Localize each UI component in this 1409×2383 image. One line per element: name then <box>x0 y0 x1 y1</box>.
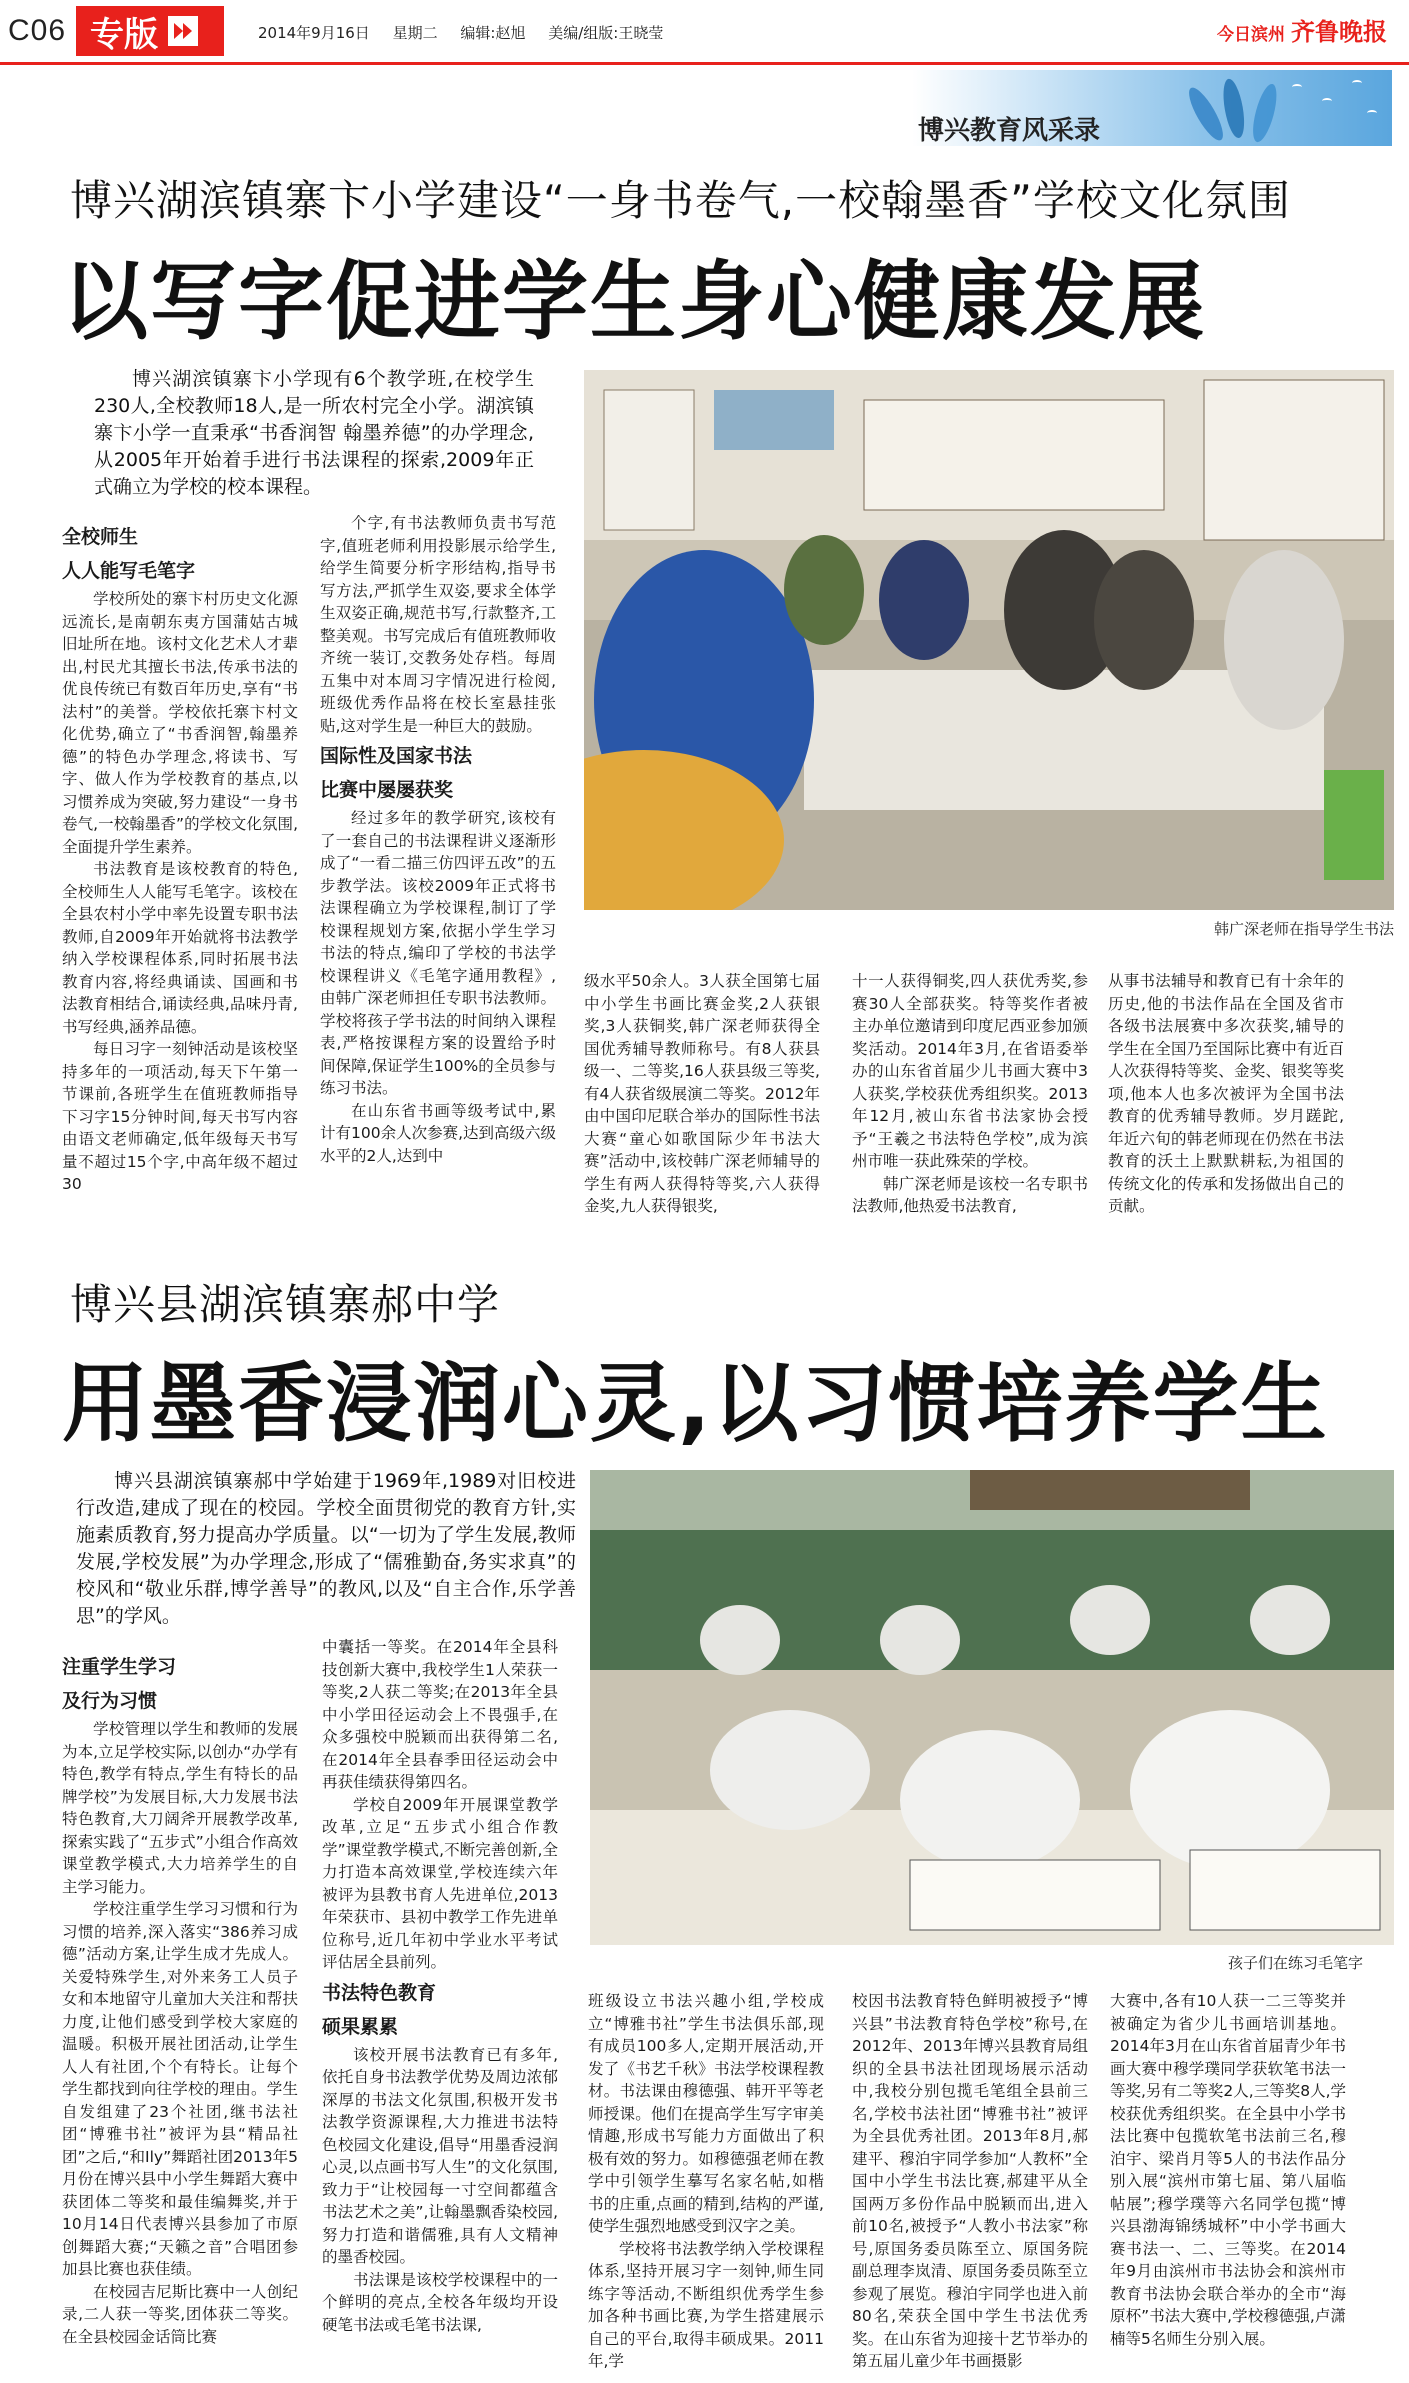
article2-column-2 <box>322 1636 558 2373</box>
body-paragraph: 学校注重学生学习习惯和行为习惯的培养,深入落实“386养习成德”活动方案,让学生成才先成人。关爱特殊学生,对外来务工人员子女和本地留守儿童加大关注和帮扶力度,让他们感受到学校大家庭的温暖。积极开展社团活动,让学生人人有社团,个个有特长。让每个学生都找到向往学校的理由。学生自发组建了23个社团,继书法社团“博雅书社”被评为县“精品社团”之后,“和Ily”舞蹈社团2013年5月份在博兴县中小学生舞蹈大赛中获团体二等奖和最佳编舞奖,并于10月14日代表博兴县参加了市原创舞蹈大赛;“天籁之音”合唱团参加县比赛也获佳绩。 <box>62 1900 298 2278</box>
masthead-rule <box>0 62 1409 65</box>
double-chevron-right-icon <box>168 16 198 46</box>
classroom-photo <box>590 1470 1394 1945</box>
article1-column-1 <box>62 518 298 1288</box>
article1-column-4 <box>852 970 1088 1288</box>
body-paragraph: 校因书法教育特色鲜明被授予“博兴县”书法教育特色学校”称号,在2012年、2013年博兴县教育局组织的全县书法社团现场展示活动中,我校分别包揽毛笔组全县前三名,学校书法社团“博雅书社”被评为全县优秀社团。2013年8月,郝建平、穆泊宇同学参加“人教杯”全国中小学生书法比赛,郝建平从全国两万多份作品中脱颖而出,进入前10名,被授予“人教小书法家”称号,原国务委员陈至立、原国务院副总理李岚清、原国务委员陈至立参观了展览。穆泊宇同学也进入前80名,荣获全国中学生书法优秀奖。在山东省为迎接十艺节举办的第五届儿童少年书画摄影 <box>852 1992 1088 2370</box>
subheading: 硕果累累 <box>322 2015 399 2038</box>
article2-column-5 <box>1110 1990 1346 2373</box>
body-paragraph: 经过多年的教学研究,该校有了一套自己的书法课程讲义逐渐形成了“一看二描三仿四评五改”的五步教学法。该校2009年正式将书法课程确立为学校课程,制订了学校课程规划方案,依据小学生学习书法的特点,编印了学校的书法学校课程讲义《毛笔字通用教程》,由韩广深老师担任专职书法教师。学校将孩子学书法的时间纳入课程表,严格按课程方案的设置给予时间保障,保证学生100%的全员参与练习书法。 <box>320 809 556 1097</box>
body-paragraph: 学校自2009年开展课堂教学改革,立足“五步式小组合作教学”课堂教学模式,不断完善创新,全力打造本高效课堂,学校连续六年被评为县教书育人先进单位,2013年荣获市、县初中教学工作先进单位称号,近几年初中学业水平考试评估居全县前列。 <box>322 1795 558 1971</box>
subheading: 全校师生 <box>62 526 139 548</box>
body-paragraph: 班级设立书法兴趣小组,学校成立“博雅书社”学生书法俱乐部,现有成员100多人,定期开展活动,开发了《书艺千秋》书法学校课程教材。书法课由穆德强、韩开平等老师授课。他们在提高学生写字审美情趣,形成书写能力方面做出了积极有效的努力。如穆德强老师在教学中引领学生摹写名家名帖,如楷书的庄重,点画的精到,结构的严谨,使学生强烈地感受到汉字之美。 <box>588 1992 824 2235</box>
body-paragraph: 从事书法辅导和教育已有十余年的历史,他的书法作品在全国及省市各级书法展赛中多次获奖,辅导的学生在全国乃至国际比赛中有近百人次获得特等奖、金奖、银奖等奖项,他本人也多次被评为全国书法教育的优秀辅导教师。岁月蹉跎,年近六旬的韩老师现在仍然在书法教育的沃土上默默耕耘,为祖国的传统文化的传承和发扬做出自己的贡献。 <box>1108 972 1344 1215</box>
newspaper-brand <box>1217 12 1387 47</box>
article1-column-5 <box>1108 970 1344 1288</box>
section-label: 专版 <box>90 14 158 55</box>
subheading: 书法特色教育 <box>322 1981 437 2004</box>
article2-lead <box>76 1468 576 1633</box>
feather-icon <box>1183 84 1229 145</box>
editor-credit: 编辑:赵旭 <box>460 24 526 42</box>
bird-icon <box>1352 80 1362 86</box>
body-paragraph: 学校所处的寨卞村历史文化源远流长,是南朝东夷方国蒲姑古城旧址所在地。该村文化艺术人才辈出,村民尤其擅长书法,传承书法的优良传统已有数百年历史,享有“书法村”的美誉。学校依托寨卞村文化优势,确立了“书香润智,翰墨养德”的特色办学理念,将读书、写字、做人作为学校教育的基点,以习惯养成为突破,努力建设“一身书卷气,一校翰墨香”的学校文化氛围,全面提升学生素养。 <box>62 590 298 856</box>
photo2-caption: 孩子们在练习毛笔字 <box>1228 1954 1364 1972</box>
issue-date: 2014年9月16日 <box>258 24 370 42</box>
article2-column-3 <box>588 1990 824 2373</box>
brand-prefix: 今日滨州 <box>1217 25 1285 45</box>
lead-paragraph: 博兴县湖滨镇寨郝中学始建于1969年,1989对旧校进行改造,建成了现在的校园。学校全面贯彻党的教育方针,实施素质教育,努力提高办学质量。以“一切为了学生发展,教师发展,学校发展”为办学理念,形成了“儒雅勤奋,务实求真”的校风和“敬业乐群,博学善导”的教风,以及“自主合作,乐学善思”的学风。 <box>76 1470 576 1627</box>
article2-kicker: 博兴县湖滨镇寨郝中学 <box>70 1280 501 1329</box>
subheading: 人人能写毛笔字 <box>62 560 196 582</box>
lead-paragraph: 博兴湖滨镇寨卞小学现有6个教学班,在校学生230人,全校教师18人,是一所农村完全小学。湖滨镇寨卞小学一直秉承“书香润智 翰墨养德”的办学理念,从2005年开始着手进行书法课程的探索,2009年正式确立为学校的校本课程。 <box>94 368 534 496</box>
article2-headline: 用墨香浸润心灵,以习惯培养学生 <box>62 1354 1329 1454</box>
designer-credit: 美编/组版:王晓莹 <box>548 24 664 42</box>
body-paragraph: 大赛中,各有10人获一二三等奖并被确定为省少儿书画培训基地。2014年3月在山东省首届青少年书画大赛中穆学璞同学获软笔书法一等奖,另有二等奖2人,三等奖8人,学校获优秀组织奖。在全县中小学书法比赛中包揽软笔书法前三名,穆泊宇、梁肖月等5人的书法作品分别入展“滨州市第七届、第八届临帖展”;穆学璞等六名同学包揽“博兴县渤海锦绣城杯”中小学书画大赛书法一、二、三等奖。在2014年9月由滨州市书法协会和滨州市教育书法协会联合举办的全市“海原杯”书法大赛中,学校穆德强,卢潇楠等5名师生分别入展。 <box>1110 1992 1346 2348</box>
body-paragraph: 韩广深老师是该校一名专职书法教师,他热爱书法教育, <box>852 1174 1088 1215</box>
bird-icon <box>1322 98 1332 104</box>
article1-column-3 <box>584 970 820 1288</box>
article1-headline: 以写字促进学生身心健康发展 <box>62 252 1206 352</box>
section-tag <box>76 6 224 56</box>
body-paragraph: 在校园吉尼斯比赛中一人创纪录,二人获一等奖,团体获二等奖。在全县校园金话筒比赛 <box>62 2282 298 2346</box>
brand-name: 齐鲁晚报 <box>1291 18 1387 46</box>
body-paragraph: 在山东省书画等级考试中,累计有100余人次参赛,达到高级六级水平的2人,达到中 <box>320 1101 556 1165</box>
issue-weekday: 星期二 <box>392 24 438 42</box>
body-paragraph: 个字,有书法教师负责书写范字,值班老师利用投影展示给学生,给学生简要分析字形结构,指导书写方法,严抓学生双姿,要求全体学生双姿正确,规范书写,行款整齐,工整美观。书写完成后有值班教师收齐统一装订,交教务处存档。每周五集中对本周习字情况进行检阅,班级优秀作品将在校长室悬挂张贴,这对学生是一种巨大的鼓励。 <box>320 514 556 735</box>
body-paragraph: 书法教育是该校教育的特色,全校师生人人能写毛笔字。该校在全县农村小学中率先设置专职书法教师,自2009年开始就将书法教学纳入学校课程体系,同时拓展书法教育内容,将经典诵读、国画和书法教育相结合,诵读经典,品味丹青,书写经典,涵养品德。 <box>62 860 298 1036</box>
classroom-photo <box>584 370 1394 910</box>
body-paragraph: 中囊括一等奖。在2014年全县科技创新大赛中,我校学生1人荣获一等奖,2人获二等奖;在2013年全县中小学田径运动会上不畏强手,在众多强校中脱颖而出获得第二名,在2014年全县春季田径运动会中再获佳绩获得第四名。 <box>322 1638 558 1791</box>
body-paragraph: 学校将书法教学纳入学校课程体系,坚持开展习字一刻钟,师生同练字等活动,不断组织优秀学生参加各种书画比赛,为学生搭建展示自己的平台,取得丰硕成果。2011年,学 <box>588 2239 824 2370</box>
page-number: C06 <box>8 14 67 47</box>
article1-column-2 <box>320 512 556 1288</box>
subheading: 国际性及国家书法 <box>320 745 473 767</box>
issue-meta <box>258 22 681 43</box>
photo-students-practicing <box>590 1470 1394 1945</box>
feather-icon <box>1220 77 1248 139</box>
photo1-caption: 韩广深老师在指导学生书法 <box>1214 920 1395 938</box>
body-paragraph: 每日习字一刻钟活动是该校坚持多年的一项活动,每天下午第一节课前,各班学生在值班教师指导下习字15分钟时间,每天书写内容由语文老师确定,低年级每天书写量不超过15个字,中高年级不超过30 <box>62 1040 298 1193</box>
article1-kicker: 博兴湖滨镇寨卞小学建设“一身书卷气,一校翰墨香”学校文化氛围 <box>70 176 1291 225</box>
bird-icon <box>1367 110 1377 116</box>
bird-icon <box>1292 84 1302 90</box>
subheading: 及行为习惯 <box>62 1690 158 1712</box>
body-paragraph: 十一人获得铜奖,四人获优秀奖,参赛30人全部获奖。特等奖作者被主办单位邀请到印度尼西亚参加颁奖活动。2014年3月,在省语委举办的山东省首届少儿书画大赛中3人获奖,学校获优秀组织奖。2013年12月,被山东省书法家协会授予“王羲之书法特色学校”,成为滨州市唯一获此殊荣的学校。 <box>852 972 1088 1170</box>
feather-icon <box>1248 82 1281 145</box>
body-paragraph: 该校开展书法教育已有多年,依托自身书法教学优势及周边浓郁深厚的书法文化氛围,积极开发书法教学资源课程,大力推进书法特色校园文化建设,倡导“用墨香浸润心灵,以点画书写人生”的文化氛围,致力于“让校园每一寸空间都蕴含书法艺术之美”,让翰墨飘香染校园,努力打造和谐儒雅,具有人文精神的墨香校园。 <box>322 2045 558 2266</box>
body-paragraph: 级水平50余人。3人获全国第七届中小学生书画比赛金奖,2人获银奖,3人获铜奖,韩广深老师获得全国优秀辅导教师称号。有8人获县级一、二等奖,16人获县级三等奖,有4人获省级展演二等奖。2012年由中国印尼联合举办的国际性书法大赛“童心如歌国际少年书法大赛”活动中,该校韩广深老师辅导的学生有两人获得特等奖,六人获得金奖,九人获得银奖, <box>584 972 820 1215</box>
subheading: 比赛中屡屡获奖 <box>320 779 454 801</box>
body-paragraph: 书法课是该校学校课程中的一个鲜明的亮点,全校各年级均开设硬笔书法或毛笔书法课, <box>322 2270 558 2334</box>
column-title: 博兴教育风采录 <box>918 116 1101 146</box>
article2-column-1 <box>62 1648 298 2373</box>
article1-lead <box>94 366 534 496</box>
body-paragraph: 学校管理以学生和教师的发展为本,立足学校实际,以创办“办学有特色,教学有特点,学生有特长的品牌学校”为发展目标,大力发展书法特色教育,大刀阔斧开展教学改革,探索实践了“五步式”小组合作高效课堂教学模式,大力培养学生的自主学习能力。 <box>62 1720 298 1896</box>
subheading: 注重学生学习 <box>62 1656 177 1678</box>
article2-column-4 <box>852 1990 1088 2373</box>
photo-calligraphy-class <box>584 370 1394 910</box>
